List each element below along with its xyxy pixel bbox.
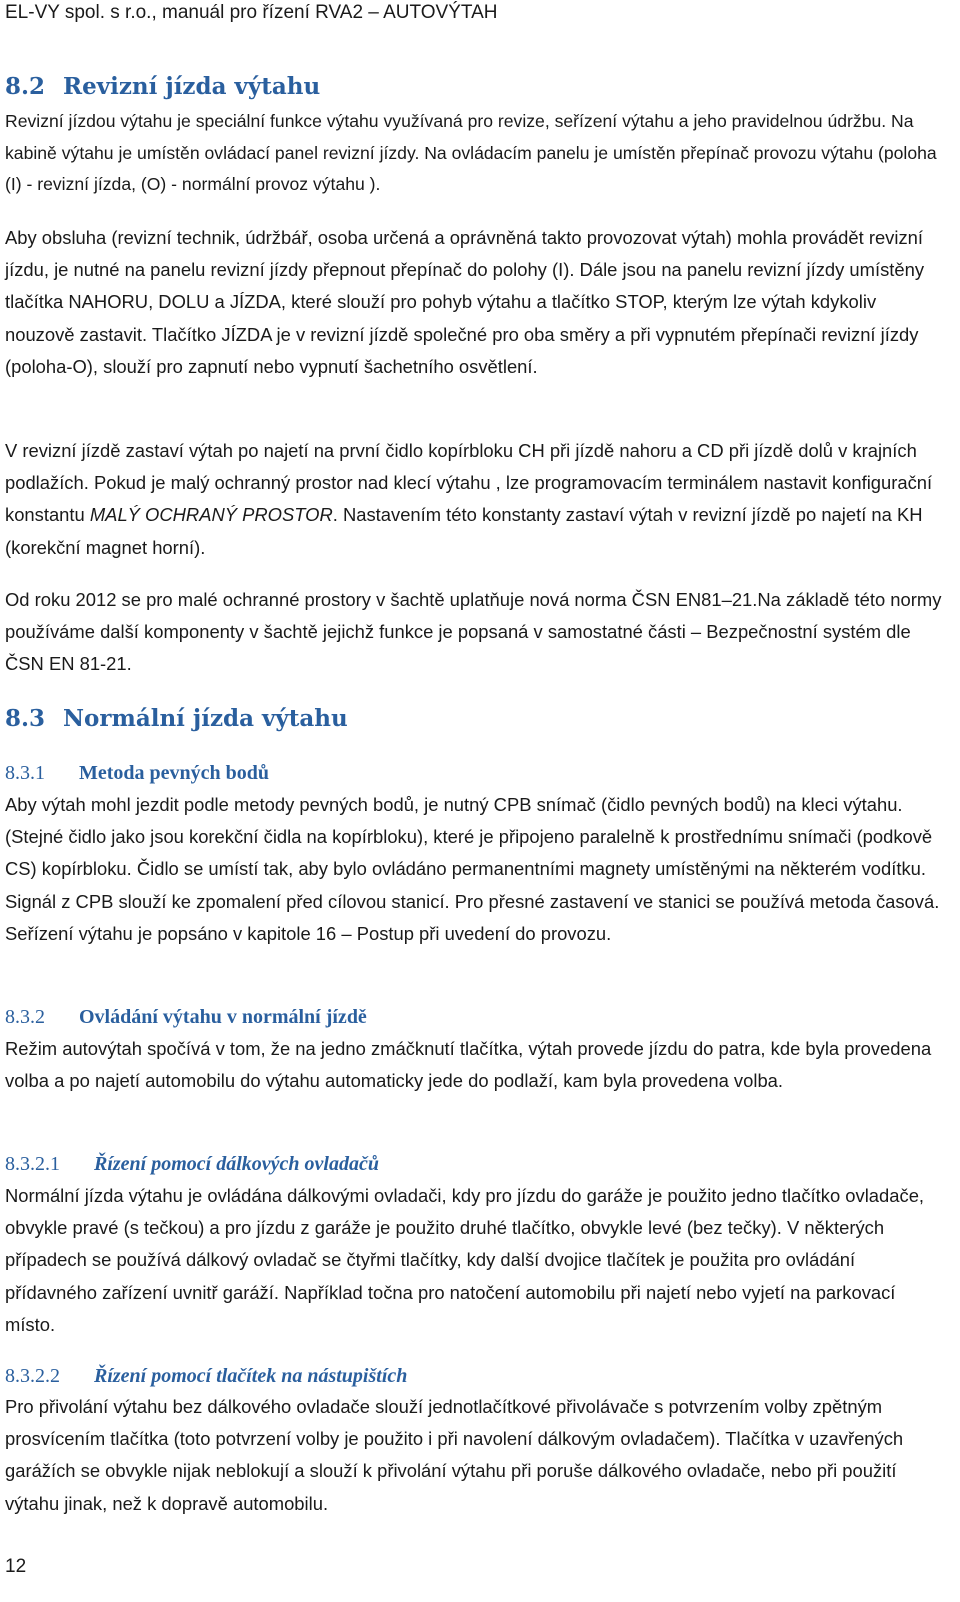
paragraph-remote-control: Normální jízda výtahu je ovládána dálkovými ovladači, kdy pro jízdu do garáže je použito jedno tlačítko ovladače, obvykle pravé (s tečkou) a pro jízdu z garáže je použito druhé tlačítko, obvykle levé (bez tečky). V některých případech se používá dálkový ovladač se čtyřmi tlačítky, kdy další dvojice tlačítek je použita pro ovládání přídavného zařízení uvnitř garáží. Například točna pro natočení automobilu při najetí nebo vyjetí na parkovací místo. [5,1185,925,1335]
heading-number: 8.3 [5,705,46,732]
heading-title: Ovládání výtahu v normální jízdě [79,1006,367,1028]
heading-number: 8.3.2 [5,1006,45,1028]
heading-8-3-2 [5,1003,367,1031]
heading-8-3 [5,704,348,734]
paragraph-revision-intro: Revizní jízdou výtahu je speciální funkce výtahu využívaná pro revize, seřízení výtahu a jeho pravidelnou údržbu. Na kabině výtahu je umístěn ovládací panel revizní jízdy. Na ovládacím panelu je umístěn přepínač provozu výtahu (poloha (I) - revizní jízda, (O) - normální provoz výtahu ). [5,111,937,194]
heading-title: Revizní jízda výtahu [63,73,321,100]
page-number: 12 [5,1556,27,1577]
heading-title: Řízení pomocí dálkových ovladačů [94,1153,379,1175]
heading-title: Metoda pevných bodů [79,762,270,784]
heading-title: Normální jízda výtahu [63,705,348,732]
paragraph-revision-stop [5,435,950,564]
constant-name: MALÝ OCHRANÝ PROSTOR [89,504,333,526]
paragraph-revision-operation: Aby obsluha (revizní technik, údržbář, osoba určená a oprávněná takto provozovat výtah) mohla provádět revizní jízdu, je nutné na panelu revizní jízdy přepnout přepínač do polohy (I). Dále jsou na panelu revizní jízdy umístěny tlačítka NAHORU, DOLU a JÍZDA, které slouží pro pohyb výtahu a tlačítko STOP, kterým lze výtah kdykoliv nouzově zastavit. Tlačítko JÍZDA je v revizní jízdě společné pro oba směry a při vypnutém přepínači revizní jízdy (poloha-O), slouží pro zapnutí nebo vypnutí šachetního osvětlení. [5,227,925,377]
heading-8-3-1 [5,759,269,787]
heading-title: Řízení pomocí tlačítek na nástupištích [94,1365,408,1387]
heading-number: 8.3.2.1 [5,1153,60,1175]
heading-8-2 [5,72,320,102]
heading-8-3-2-2 [5,1362,407,1390]
text-span: V revizní jízdě zastaví výtah po najetí na první čidlo kopírbloku CH při jízdě nahoru a CD při jízdě dolů v krajních podlažích. Pokud je malý ochranný prostor nad klecí výtahu , lze programovacím terminálem nastavit konfigurační konstantu [5,440,933,526]
paragraph-fixed-points: Aby výtah mohl jezdit podle metody pevných bodů, je nutný CPB snímač (čidlo pevných bodů) na kleci výtahu. (Stejné čidlo jako jsou korekční čidla na kopírbloku), které je připojeno paralelně k prostřednímu snímači (podkově CS) kopírbloku. Čidlo se umístí tak, aby bylo ovládáno permanentními magnety umístěnými na některém vodítku. Signál z CPB slouží ke zpomalení před cílovou stanicí. Pro přesné zastavení ve stanici se používá metoda časová. Seřízení výtahu je popsáno v kapitole 16 – Postup při uvedení do provozu. [5,794,940,944]
page-header: EL-VY spol. s r.o., manuál pro řízení RVA2 – AUTOVÝTAH [5,2,498,23]
paragraph-normal-control: Režim autovýtah spočívá v tom, že na jedno zmáčknutí tlačítka, výtah provede jízdu do patra, kde byla provedena volba a po najetí automobilu do výtahu automaticky jede do podlaží, kam byla provedena volba. [5,1038,932,1092]
heading-8-3-2-1 [5,1150,379,1178]
heading-number: 8.3.1 [5,762,45,784]
heading-number: 8.2 [5,73,46,100]
paragraph-norm: Od roku 2012 se pro malé ochranné prostory v šachtě uplatňuje nová norma ČSN EN81–21.Na základě této normy používáme další komponenty v šachtě jejichž funkce je popsaná v samostatné části – Bezpečnostní systém dle ČSN EN 81-21. [5,589,942,675]
paragraph-landing-buttons: Pro přivolání výtahu bez dálkového ovladače slouží jednotlačítkové přivolávače s potvrzením volby zpětným prosvícením tlačítka (toto potvrzení volby je použito i při navolení dálkovým ovladačem). Tlačítka v uzavřených garážích se obvykle nijak neblokují a slouží k přivolání výtahu při poruše dálkového ovladače, nebo při použití výtahu jinak, než k dopravě automobilu. [5,1396,904,1514]
heading-number: 8.3.2.2 [5,1365,60,1387]
text-span: . Nastavením této konstanty zastaví výtah v revizní jízdě po najetí na KH (korekční magnet horní). [5,504,923,558]
